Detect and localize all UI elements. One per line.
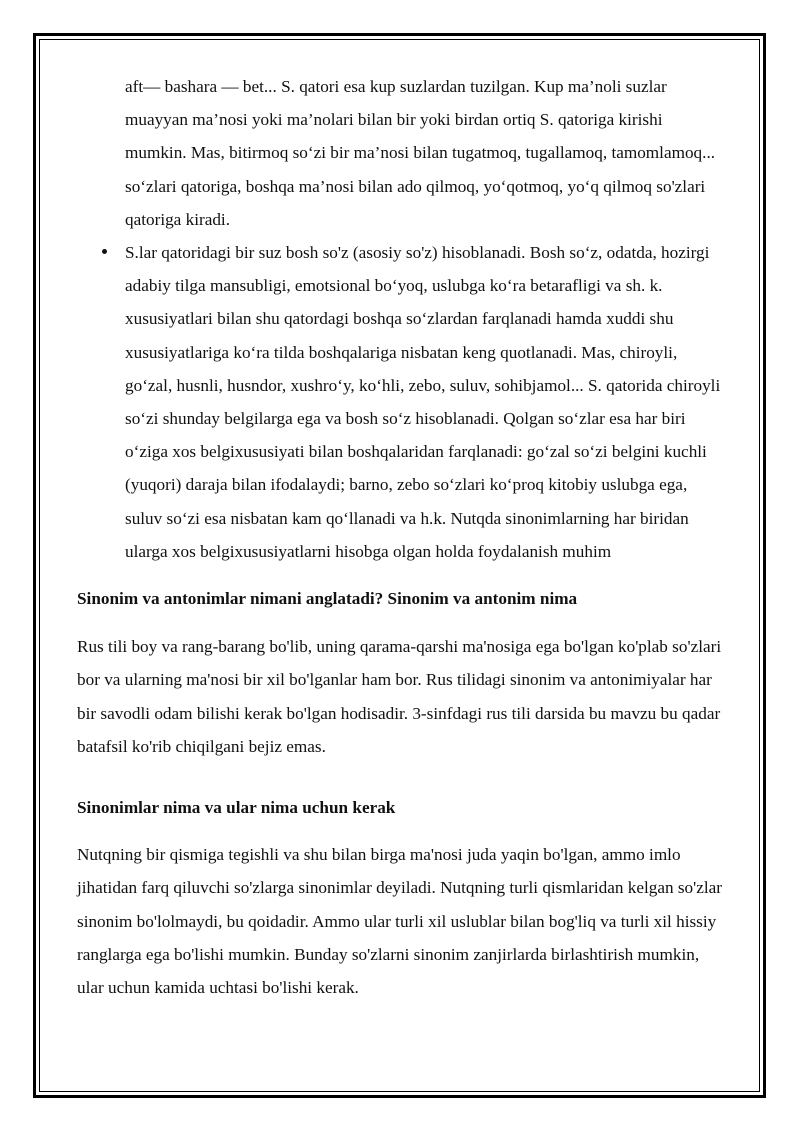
bullet-item	[77, 236, 727, 568]
section-heading-what-are-synonyms: Sinonimlar nima va ular nima uchun kerak	[77, 798, 396, 818]
paragraph-synonyms-definition: Nutqning bir qismiga tegishli va shu bilan birga ma'nosi juda yaqin bo'lgan, ammo imlo jihatidan farq qiluvchi so'zlarga sinonimlar deyiladi. Nutqning turli qismlaridan kelgan so'zlar sinonim bo'lolmaydi, bu qoidadir. Ammo ular turli xil uslublar bilan bog'liq va turli xil hissiy ranglarga ega bo'lishi mumkin. Bunday so'zlarni sinonim zanjirlarda birlashtirish mumkin, ular uchun kamida uchtasi bo'lishi kerak.	[77, 845, 723, 998]
bullet-list	[77, 236, 727, 568]
bullet-item-text: S.lar qatoridagi bir suz bosh so'z (asosiy so'z) hisoblanadi. Bosh so‘z, odatda, hozirgi adabiy tilga mansubligi, emotsional bo‘yoq, uslubga ko‘ra betarafligi va sh. k. xususiyatlari bilan shu qatordagi boshqa so‘zlardan farqlanadi hamda xuddi shu xususiyatlariga ko‘ra tilda boshqalariga nisbatan keng quotlanadi. Mas, chiroyli, go‘zal, husnli, husndor, xushro‘y, ko‘hli, zebo, suluv, sohibjamol... S. qatorida chiroyli so‘zi shunday belgilarga ega va bosh so‘z hisoblanadi. Qolgan so‘zlar esa har biri o‘ziga xos belgixususiyati bilan boshqalaridan farqlanadi: go‘zal so‘zi belgini kuchli (yuqori) daraja bilan ifodalaydi; barno, zebo so‘zlari ko‘proq kitobiy uslubga ega, suluv so‘zi esa nisbatan kam qo‘llanadi va h.k. Nutqda sinonimlarning har biridan ularga xos belgixususiyatlarni hisobga olgan holda foydalanish muhim	[125, 243, 721, 561]
document-page	[77, 70, 727, 1004]
continued-paragraph: aft— bashara — bet... S. qatori esa kup suzlardan tuzilgan. Kup ma’noli suzlar muayyan ma’nosi yoki ma’nolari bilan bir yoki birdan ortiq S. qatoriga kirishi mumkin. Mas, bitirmoq so‘zi bir ma’nosi bilan tugatmoq, tugallamoq, tamomlamoq... so‘zlari qatoriga, boshqa ma’nosi bilan ado qilmoq, yo‘qotmoq, yo‘q qilmoq so'zlari qatoriga kiradi.	[125, 77, 716, 229]
paragraph-russian-language: Rus tili boy va rang-barang bo'lib, uning qarama-qarshi ma'nosiga ega bo'lgan ko'plab so'zlari bor va ularning ma'nosi bir xil bo'lganlar ham bor. Rus tilidagi sinonim va antonimiyalar har bir savodli odam bilishi kerak bo'lgan hodisadir. 3-sinfdagi rus tili darsida bu mavzu bu qadar batafsil ko'rib chiqilgani bejiz emas.	[77, 637, 722, 756]
section-heading-synonyms-antonyms: Sinonim va antonimlar nimani anglatadi? Sinonim va antonim nima	[77, 589, 578, 609]
bullet-icon	[102, 249, 107, 254]
